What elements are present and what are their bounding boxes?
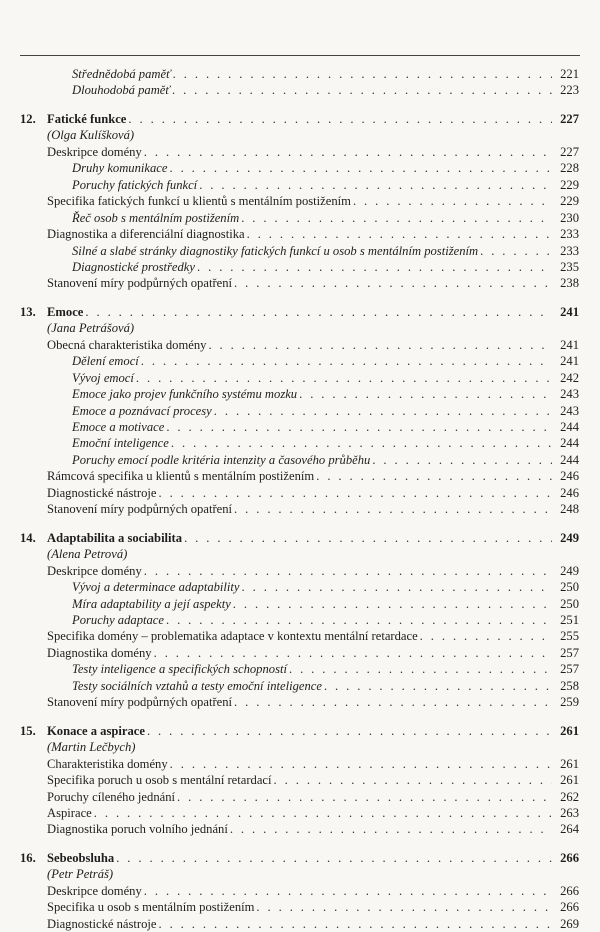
toc-entry — [0, 579, 600, 595]
entry-line — [47, 275, 552, 291]
toc-entry — [0, 916, 600, 932]
entry-line — [47, 916, 552, 932]
entry-line — [72, 370, 552, 386]
dot-leader — [171, 435, 552, 451]
toc-entry — [0, 419, 600, 435]
entry-title: Míra adaptability a její aspekty — [72, 596, 231, 611]
entry-line — [47, 530, 552, 546]
entry-title: Diagnostika a diferenciální diagnostika — [47, 227, 245, 241]
chapter-heading — [0, 111, 600, 127]
entry-title: Diagnostické nástroje — [47, 485, 157, 500]
dot-leader — [154, 645, 552, 661]
dot-leader — [208, 337, 552, 353]
toc-entry — [0, 275, 600, 291]
entry-line — [72, 612, 552, 628]
entry-title: Diagnostika domény — [47, 645, 152, 660]
page-number: 238 — [560, 276, 579, 291]
dot-leader — [289, 661, 552, 677]
page-number: 241 — [560, 354, 579, 369]
entry-line — [47, 144, 552, 160]
entry-title: Rámcová specifika u klientů s mentálním postižením — [47, 469, 315, 484]
entry-title: Stanovení míry podpůrných opatření — [47, 276, 233, 291]
entry-title: Deskripce domény — [47, 883, 142, 898]
page-number: 257 — [560, 645, 579, 660]
page-number: 246 — [560, 485, 579, 500]
dot-leader — [234, 275, 552, 291]
dot-leader — [324, 678, 552, 694]
chapter-number: 15. — [20, 723, 36, 738]
entry-line — [47, 805, 552, 821]
page-number: 257 — [560, 662, 579, 677]
dot-leader — [158, 485, 552, 501]
chapter-number: 12. — [20, 111, 36, 126]
entry-line — [47, 756, 552, 772]
entry-title: Řeč osob s mentálním postižením — [72, 210, 240, 225]
page-number: 229 — [560, 194, 579, 209]
toc-entry — [0, 452, 600, 468]
toc-entry — [0, 353, 600, 369]
toc-entry — [0, 899, 600, 915]
page-number: 264 — [560, 822, 579, 837]
entry-title: Stanovení míry podpůrných opatření — [47, 695, 233, 710]
entry-line — [72, 419, 552, 435]
entry-title: Dělení emocí — [72, 354, 139, 369]
entry-line — [72, 177, 552, 193]
page-number: 261 — [560, 773, 579, 787]
entry-line — [47, 337, 552, 353]
toc-entry — [0, 160, 600, 176]
chapter-author — [0, 320, 600, 336]
entry-title: Poruchy fatických funkcí — [72, 177, 198, 192]
entry-line — [47, 645, 552, 661]
entry-line — [72, 403, 552, 419]
entry-title: Emoce a motivace — [72, 420, 165, 434]
page-number: 269 — [560, 916, 579, 931]
dot-leader — [94, 805, 552, 821]
chapter-author — [0, 127, 600, 143]
dot-leader — [170, 756, 552, 772]
toc-entry — [0, 756, 600, 772]
dot-leader — [116, 850, 552, 866]
page-number: 259 — [560, 695, 579, 710]
page-number: 263 — [560, 805, 579, 820]
entry-title: Specifika poruch u osob s mentální retardací — [47, 773, 272, 787]
dot-leader — [144, 563, 552, 579]
entry-title: Charakteristika domény — [47, 756, 168, 771]
chapter-author — [0, 866, 600, 882]
entry-title: Střednědobá paměť — [72, 67, 171, 81]
dot-leader — [274, 772, 552, 788]
entry-title: Emoce — [47, 304, 84, 319]
toc-entry — [0, 805, 600, 821]
dot-leader — [420, 628, 552, 644]
toc-entry — [0, 468, 600, 484]
page-number: 242 — [560, 370, 579, 385]
toc-entry — [0, 403, 600, 419]
dot-leader — [480, 243, 552, 259]
page-number: 241 — [560, 337, 579, 352]
page-number: 246 — [560, 469, 579, 484]
dot-leader — [128, 111, 552, 127]
page-number: 266 — [560, 900, 579, 915]
toc-entry — [0, 66, 600, 82]
toc-entry — [0, 645, 600, 661]
dot-leader — [256, 899, 552, 915]
entry-line — [72, 452, 552, 468]
toc-entry — [0, 563, 600, 579]
page-number: 261 — [560, 723, 579, 738]
dot-leader — [166, 612, 552, 628]
entry-title: Obecná charakteristika domény — [47, 337, 207, 352]
toc-entry — [0, 485, 600, 501]
entry-title: Konace a aspirace — [47, 723, 145, 738]
entry-line — [72, 210, 552, 226]
toc-entry — [0, 193, 600, 209]
toc-entry — [0, 370, 600, 386]
dot-leader — [316, 468, 552, 484]
entry-title: Deskripce domény — [47, 563, 142, 578]
page-number: 255 — [560, 629, 579, 644]
entry-line — [47, 193, 552, 209]
entry-line — [47, 694, 552, 710]
entry-line — [47, 485, 552, 501]
toc-entry — [0, 177, 600, 193]
page-number: 251 — [560, 612, 579, 627]
dot-leader — [158, 916, 552, 932]
entry-title: (Martin Lečbych) — [47, 740, 136, 755]
page-number: 249 — [560, 563, 579, 578]
entry-line — [72, 160, 552, 176]
page-number: 243 — [560, 387, 579, 402]
chapter-number: 13. — [20, 304, 36, 319]
entry-title: (Jana Petrášová) — [47, 321, 135, 336]
entry-line — [72, 66, 552, 82]
dot-leader — [136, 370, 552, 386]
dot-leader — [144, 883, 552, 899]
chapter-heading — [0, 304, 600, 320]
page-number: 241 — [560, 304, 579, 319]
entry-title: Specifika u osob s mentálním postižením — [47, 900, 255, 915]
entry-title: Poruchy cíleného jednání — [47, 789, 175, 804]
entry-line — [47, 127, 552, 143]
dot-leader — [184, 530, 552, 546]
page-number: 262 — [560, 789, 579, 804]
dot-leader — [214, 403, 552, 419]
page-number: 249 — [560, 530, 579, 545]
entry-line — [47, 563, 552, 579]
dot-leader — [372, 452, 552, 468]
toc-entry — [0, 883, 600, 899]
entry-line — [72, 386, 552, 402]
entry-title: Poruchy emocí podle kritéria intenzity a časového průběhu — [72, 452, 371, 467]
entry-title: Specifika fatických funkcí u klientů s mentálním postižením — [47, 194, 351, 209]
entry-title: Fatické funkce — [47, 111, 127, 126]
entry-line — [47, 111, 552, 127]
page-number: 243 — [560, 403, 579, 418]
dot-leader — [169, 160, 552, 176]
entry-line — [47, 772, 552, 788]
entry-line — [72, 678, 552, 694]
entry-title: Specifika domény – problematika adaptace v kontextu mentální retardace — [47, 629, 418, 644]
dot-leader — [230, 821, 552, 837]
toc-entry — [0, 337, 600, 353]
entry-line — [47, 628, 552, 644]
entry-line — [47, 789, 552, 805]
chapter-number: 16. — [20, 850, 36, 865]
toc-entry — [0, 596, 600, 612]
toc-entry — [0, 661, 600, 677]
entry-line — [47, 546, 552, 562]
dot-leader — [199, 177, 552, 193]
chapter-number: 14. — [20, 530, 36, 545]
entry-title: Druhy komunikace — [72, 161, 168, 176]
toc-entry — [0, 82, 600, 98]
dot-leader — [242, 579, 552, 595]
entry-title: (Petr Petráš) — [47, 867, 114, 882]
toc-entry — [0, 501, 600, 517]
dot-leader — [144, 144, 552, 160]
entry-line — [47, 468, 552, 484]
entry-title: Testy sociálních vztahů a testy emoční inteligence — [72, 678, 322, 693]
entry-line — [47, 320, 552, 336]
entry-line — [72, 596, 552, 612]
entry-line — [47, 304, 552, 320]
entry-title: Deskripce domény — [47, 144, 142, 159]
dot-leader — [353, 193, 552, 209]
page-number: 229 — [560, 177, 579, 192]
entry-line — [72, 243, 552, 259]
chapter-heading — [0, 530, 600, 546]
page-number: 221 — [560, 67, 579, 81]
entry-title: Emoce jako projev funkčního systému mozku — [72, 387, 298, 402]
toc-entry — [0, 435, 600, 451]
dot-leader — [177, 789, 552, 805]
dot-leader — [233, 596, 552, 612]
page-number: 233 — [560, 243, 579, 258]
entry-line — [47, 866, 552, 882]
page-number: 258 — [560, 678, 579, 693]
page-number: 244 — [560, 420, 579, 434]
entry-title: Dlouhodobá paměť — [72, 83, 170, 98]
dot-leader — [234, 694, 552, 710]
dot-leader — [197, 259, 552, 275]
entry-title: Aspirace — [47, 805, 92, 820]
entry-title: Vývoj emocí — [72, 370, 134, 385]
entry-title: Emoční inteligence — [72, 436, 169, 451]
page-number: 250 — [560, 596, 579, 611]
toc-entry — [0, 789, 600, 805]
page-number: 266 — [560, 850, 579, 865]
dot-leader — [247, 226, 552, 242]
page-number: 266 — [560, 883, 579, 898]
entry-line — [72, 435, 552, 451]
toc-entry — [0, 612, 600, 628]
entry-line — [47, 821, 552, 837]
entry-title: Emoce a poznávací procesy — [72, 403, 212, 418]
entry-line — [72, 579, 552, 595]
toc-entry — [0, 694, 600, 710]
page-number: 250 — [560, 580, 579, 594]
page-number: 261 — [560, 756, 579, 771]
entry-line — [72, 353, 552, 369]
toc-entry — [0, 144, 600, 160]
toc-entry — [0, 226, 600, 242]
page-number: 233 — [560, 227, 579, 241]
dot-leader — [299, 386, 552, 402]
entry-line — [47, 899, 552, 915]
dot-leader — [234, 501, 552, 517]
dot-leader — [172, 82, 552, 98]
entry-title: Silné a slabé stránky diagnostiky fatických funkcí u osob s mentálním postižením — [72, 243, 479, 258]
toc-entry — [0, 628, 600, 644]
toc-entry — [0, 678, 600, 694]
entry-title: Adaptabilita a sociabilita — [47, 530, 183, 545]
dot-leader — [85, 304, 552, 320]
dot-leader — [173, 66, 552, 82]
page-number: 248 — [560, 502, 579, 517]
toc-entry — [0, 210, 600, 226]
page-number: 244 — [560, 436, 579, 451]
dot-leader — [241, 210, 552, 226]
entry-line — [47, 723, 552, 739]
dot-leader — [141, 353, 552, 369]
entry-title: Sebeobsluha — [47, 850, 115, 865]
chapter-author — [0, 739, 600, 755]
entry-title: Diagnostické prostředky — [72, 259, 195, 274]
entry-title: (Olga Kulíšková) — [47, 128, 135, 143]
entry-line — [47, 501, 552, 517]
entry-title: Stanovení míry podpůrných opatření — [47, 502, 233, 517]
toc-entry — [0, 386, 600, 402]
header-rule — [20, 55, 580, 56]
page-number: 227 — [560, 144, 579, 159]
entry-line — [72, 82, 552, 98]
entry-line — [47, 850, 552, 866]
entry-title: Diagnostika poruch volního jednání — [47, 822, 228, 837]
entry-title: Vývoj a determinace adaptability — [72, 580, 240, 594]
entry-line — [72, 661, 552, 677]
page-number: 227 — [560, 111, 579, 126]
chapter-heading — [0, 723, 600, 739]
toc-entry — [0, 259, 600, 275]
dot-leader — [147, 723, 552, 739]
entry-line — [72, 259, 552, 275]
dot-leader — [166, 419, 552, 435]
page-number: 230 — [560, 210, 579, 225]
toc-entry — [0, 821, 600, 837]
entry-line — [47, 226, 552, 242]
entry-title: (Alena Petrová) — [47, 547, 128, 562]
entry-title: Diagnostické nástroje — [47, 916, 157, 931]
chapter-author — [0, 546, 600, 562]
toc-entry — [0, 243, 600, 259]
page-number: 223 — [560, 83, 579, 98]
entry-title: Poruchy adaptace — [72, 612, 164, 627]
entry-line — [47, 739, 552, 755]
page-number: 228 — [560, 161, 579, 176]
page-number: 244 — [560, 452, 579, 467]
page-number: 235 — [560, 259, 579, 274]
entry-title: Testy inteligence a specifických schopností — [72, 662, 287, 677]
chapter-heading — [0, 850, 600, 866]
toc-entry — [0, 772, 600, 788]
entry-line — [47, 883, 552, 899]
